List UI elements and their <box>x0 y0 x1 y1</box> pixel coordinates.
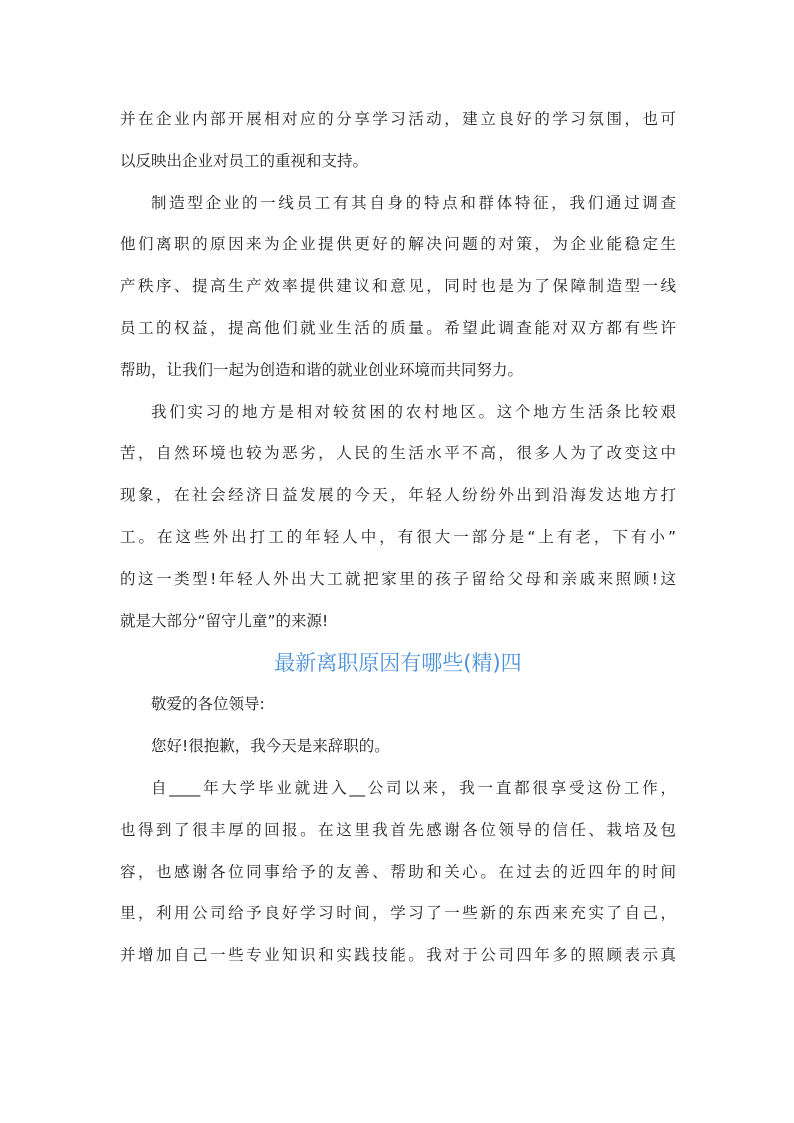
text-line: 并增加自己一些专业知识和实践技能。我对于公司四年多的照顾表示真 <box>120 946 676 965</box>
text-line: 工。在这些外出打工的年轻人中，有很大一部分是“上有老，下有小” <box>120 527 676 546</box>
text-line: 就是大部分“留守儿童”的来源! <box>120 611 329 630</box>
paragraph-3 <box>120 392 676 643</box>
letter-body-paragraph <box>120 768 676 977</box>
text-line: 苦，自然环境也较为恶劣，人民的生活水平不高，很多人为了改变这中 <box>120 444 676 463</box>
text-line: 我们实习的地方是相对较贫困的农村地区。这个地方生活条比较艰 <box>151 402 676 421</box>
text-line: 的这一类型!年轻人外出大工就把家里的孩子留给父母和亲戚来照顾!这 <box>120 569 676 588</box>
document-body <box>120 99 676 977</box>
text-line: 员工的权益，提高他们就业生活的质量。希望此调查能对双方都有些许 <box>120 318 676 337</box>
paragraph-1 <box>120 99 676 183</box>
text-line: 并在企业内部开展相对应的分享学习活动，建立良好的学习氛围，也可 <box>120 110 676 128</box>
text-line: 容，也感谢各位同事给予的友善、帮助和关心。在过去的近四年的时间 <box>120 862 676 881</box>
text-line: 现象，在社会经济日益发展的今天，年轻人纷纷外出到沿海发达地方打 <box>120 486 676 505</box>
text-line: 也得到了很丰厚的回报。在这里我首先感谢各位领导的信任、栽培及包 <box>120 820 676 839</box>
letter-greeting <box>120 726 676 768</box>
paragraph-2 <box>120 183 676 392</box>
text-line: 制造型企业的一线员工有其自身的特点和群体特征，我们通过调查 <box>151 193 676 212</box>
text-line: 他们离职的原因来为企业提供更好的解决问题的对策，为企业能稳定生 <box>120 235 676 254</box>
text-line: 自____年大学毕业就进入__公司以来，我一直都很享受这份工作， <box>151 778 676 797</box>
text-line: 帮助，让我们一起为创造和谐的就业创业环境而共同努力。 <box>120 360 524 379</box>
letter-salutation <box>120 684 676 726</box>
text-line: 产秩序、提高生产效率提供建议和意见，同时也是为了保障制造型一线 <box>120 277 676 296</box>
section-heading: 最新离职原因有哪些(精)四 <box>274 651 522 676</box>
text-line: 敬爱的各位领导: <box>151 695 265 714</box>
text-line: 里，利用公司给予良好学习时间，学习了一些新的东西来充实了自己， <box>120 904 676 923</box>
text-line: 以反映出企业对员工的重视和支持。 <box>120 151 369 170</box>
text-line: 您好!很抱歉，我今天是来辞职的。 <box>151 737 390 756</box>
